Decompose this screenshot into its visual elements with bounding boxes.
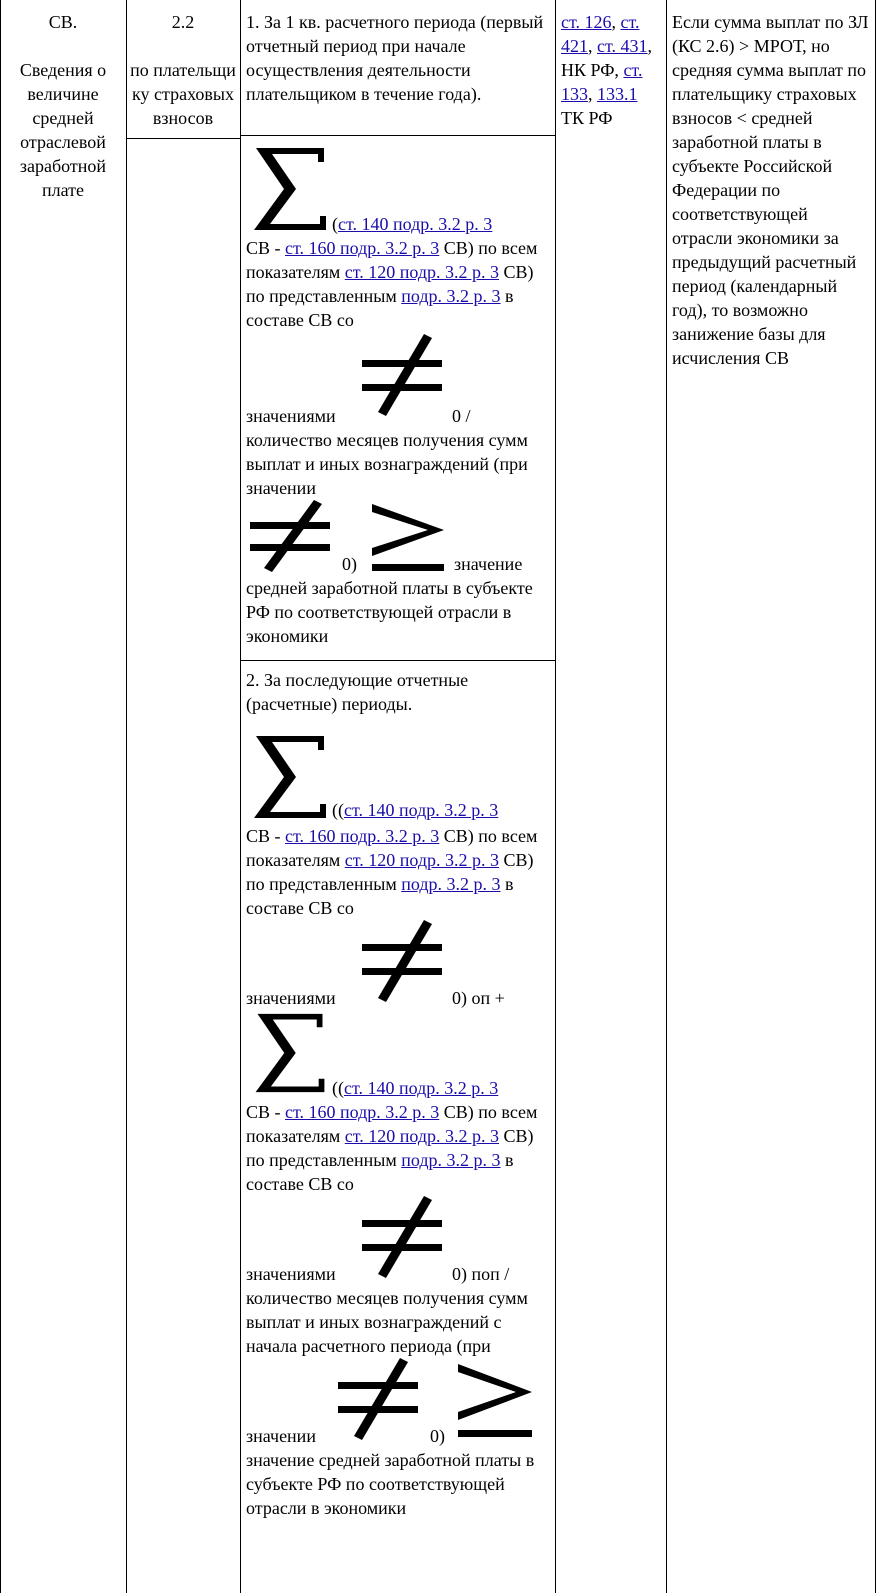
text-sv2: СВ) по всем показателям xyxy=(246,238,538,282)
link-160-c[interactable]: ст. 160 подр. 3.2 р. 3 xyxy=(285,1102,440,1122)
block1-intro: 1. За 1 кв. расчетного периода (первый отчетный период при начале осуществления деятельности плательщиком в течение года). xyxy=(246,12,544,104)
greater-or-equal-icon xyxy=(368,500,448,576)
text-sv3: СВ) по представленным xyxy=(246,262,534,306)
link-140-a[interactable]: ст. 140 подр. 3.2 р. 3 xyxy=(338,214,493,234)
text-pop: 0) поп / xyxy=(452,1264,510,1284)
text-zero-div: 0 / xyxy=(452,406,471,426)
table-divider-2 xyxy=(240,0,241,1593)
col4-cell xyxy=(561,10,653,130)
link-120-a[interactable]: ст. 120 подр. 3.2 р. 3 xyxy=(344,262,500,282)
link-podr-b[interactable]: подр. 3.2 р. 3 xyxy=(401,874,501,894)
sigma-icon xyxy=(250,144,330,234)
text-sv4: в составе СВ со xyxy=(246,874,514,918)
text-sv2: СВ) по всем показателям xyxy=(246,1102,538,1146)
link-podr-c[interactable]: подр. 3.2 р. 3 xyxy=(401,1150,501,1170)
block2-intro: 2. За последующие отчетные (расчетные) периоды. xyxy=(246,670,469,714)
not-equal-icon xyxy=(358,332,448,422)
text-nk: , НК РФ, xyxy=(561,36,653,80)
link-st-421[interactable]: ст. 421 xyxy=(561,12,640,56)
link-120-b[interactable]: ст. 120 подр. 3.2 р. 3 xyxy=(344,850,500,870)
col5-cell: Если сумма выплат по ЗЛ (КС 2.6) > МРОТ, но средняя сумма выплат по плательщику страховых взносов < средней заработной платы в субъекте Российской Федерации по соответствующей отрасли экономики за предыдущий расчетный период (календарный год), то возможно занижение базы для исчисления СВ xyxy=(672,12,869,368)
col2-row-divider xyxy=(126,138,240,139)
col3-row-divider-1 xyxy=(240,135,555,136)
col1-cell xyxy=(4,10,122,202)
text-values: значениями xyxy=(246,406,336,426)
text-zero: 0) xyxy=(342,554,357,574)
text-sv1: СВ - xyxy=(246,238,286,258)
not-equal-icon xyxy=(358,1196,448,1286)
indicator-desc: по плательщику страховых взносов xyxy=(130,60,236,128)
block2-formula xyxy=(246,728,551,1520)
block1-formula xyxy=(246,140,551,648)
sep: , xyxy=(611,12,621,32)
table-divider-1 xyxy=(126,0,127,1593)
text-sv4: в составе СВ со xyxy=(246,1150,514,1194)
text-values: значениями xyxy=(246,1264,336,1284)
paren-open: (( xyxy=(332,1078,344,1098)
link-podr-a[interactable]: подр. 3.2 р. 3 xyxy=(401,286,501,306)
table-border-right xyxy=(875,0,876,1593)
tail-text: значение средней заработной платы в субъекте РФ по соответствующей отрасли в экономики xyxy=(246,1450,535,1518)
text-zero: 0) xyxy=(430,1426,445,1446)
text-sv1: СВ - xyxy=(246,1102,286,1122)
link-120-c[interactable]: ст. 120 подр. 3.2 р. 3 xyxy=(344,1126,500,1146)
sigma-icon xyxy=(250,1010,330,1096)
link-160-b[interactable]: ст. 160 подр. 3.2 р. 3 xyxy=(285,826,440,846)
text-value: значение xyxy=(454,554,523,574)
section-title: Сведения о величине средней отраслевой заработной плате xyxy=(19,60,107,200)
text-sv3: СВ) по представленным xyxy=(246,1126,534,1170)
sep: , xyxy=(588,36,597,56)
text-sv3: СВ) по представленным xyxy=(246,850,534,894)
table-divider-3 xyxy=(555,0,556,1593)
link-st-431[interactable]: ст. 431 xyxy=(597,36,648,56)
text-values: значениями xyxy=(246,988,336,1008)
link-st-133-1[interactable]: 133.1 xyxy=(597,84,638,104)
paren-open: ( xyxy=(332,214,338,234)
tail-text: средней заработной платы в субъекте РФ по соответствующей отрасли в экономики xyxy=(246,578,533,646)
sigma-icon xyxy=(250,732,330,822)
link-st-126[interactable]: ст. 126 xyxy=(561,12,612,32)
sep: , xyxy=(588,84,597,104)
text-sv2: СВ) по всем показателям xyxy=(246,826,538,870)
link-140-b[interactable]: ст. 140 подр. 3.2 р. 3 xyxy=(344,800,499,820)
text-sv4: в составе СВ со xyxy=(246,286,514,330)
text-op: 0) оп + xyxy=(452,988,505,1008)
col3-row-divider-2 xyxy=(240,660,555,661)
text-tk: ТК РФ xyxy=(561,108,613,128)
table-divider-4 xyxy=(666,0,667,1593)
not-equal-icon xyxy=(246,500,336,576)
col2-cell xyxy=(130,10,236,130)
months-text: количество месяцев получения сумм выплат и иных вознаграждений с начала расчетного периода (при xyxy=(246,1288,528,1356)
link-140-c[interactable]: ст. 140 подр. 3.2 р. 3 xyxy=(344,1078,499,1098)
indicator-number: 2.2 xyxy=(171,12,195,32)
not-equal-icon xyxy=(358,920,448,1010)
link-160-a[interactable]: ст. 160 подр. 3.2 р. 3 xyxy=(285,238,440,258)
table-border-left xyxy=(0,0,1,1593)
section-code: СВ. xyxy=(48,12,78,32)
link-st-133[interactable]: ст. 133 xyxy=(561,60,643,104)
months-text: количество месяцев получения сумм выплат и иных вознаграждений (при значении xyxy=(246,430,528,498)
paren-open: (( xyxy=(332,800,344,820)
greater-or-equal-icon xyxy=(454,1358,536,1444)
not-equal-icon xyxy=(334,1358,424,1448)
text-sv1: СВ - xyxy=(246,826,286,846)
text-value-label: значении xyxy=(246,1426,316,1446)
